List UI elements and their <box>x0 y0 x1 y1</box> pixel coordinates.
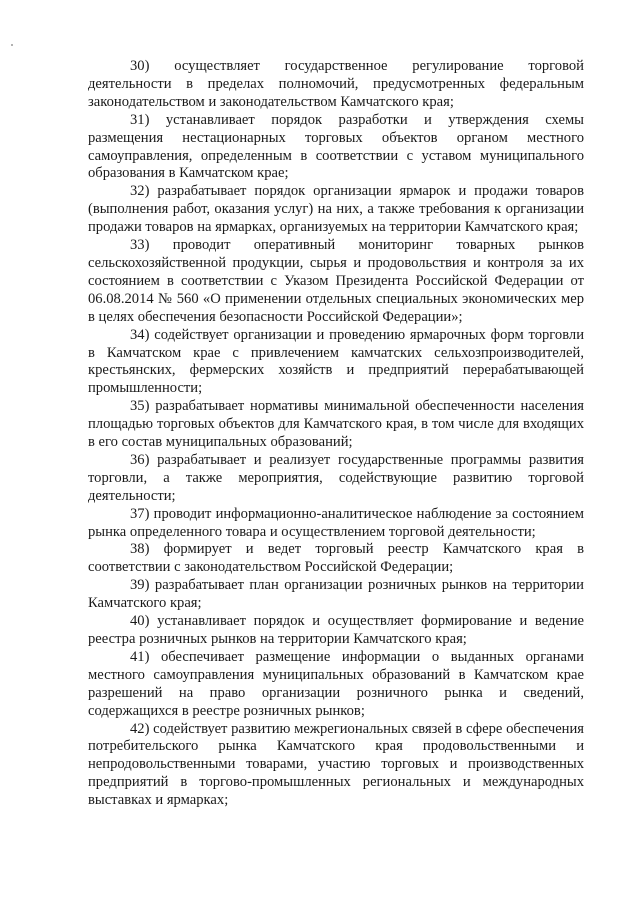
paragraph-item-39: 39) разрабатывает план организации розничных рынков на территории Камчатского края; <box>88 577 584 612</box>
paragraph-item-30: 30) осуществляет государственное регулирование торговой деятельности в пределах полномочий, предусмотренных федеральным законодательством и законодательством Камчатского края; <box>88 58 584 110</box>
paragraph-item-33: 33) проводит оперативный мониторинг товарных рынков сельскохозяйственной продукции, сырья и продовольствия и контроля за их состоянием в соответствии с Указом Президента Российской Федерации от 06.08.2014 № 560 «О применении отдельных специальных экономических мер в целях обеспечения безопасности Российской Федерации»; <box>88 237 584 325</box>
paragraph-item-31: 31) устанавливает порядок разработки и утверждения схемы размещения нестационарных торговых объектов органом местного самоуправления, определенным в соответствии с уставом муниципального образования в Камчатском крае; <box>88 111 584 182</box>
paragraph-item-35: 35) разрабатывает нормативы минимальной обеспеченности населения площадью торговых объектов для Камчатского края, в том числе для входящих в его состав муниципальных образований; <box>88 398 584 451</box>
paragraph-item-32: 32) разрабатывает порядок организации ярмарок и продажи товаров (выполнения работ, оказания услуг) на них, а также требования к организации продажи товаров на ярмарках, организуемых на территории Камчатского края; <box>88 183 584 236</box>
scan-speck <box>11 44 13 46</box>
paragraph-item-41: 41) обеспечивает размещение информации о выданных органами местного самоуправления муниципальных образований в Камчатском крае разрешений на право организации розничного рынка и сведений, содержащихся в реестре розничных рынков; <box>88 648 584 719</box>
paragraph-item-37: 37) проводит информационно-аналитическое наблюдение за состоянием рынка определенного товара и осуществлением торговой деятельности; <box>88 505 584 540</box>
document-body <box>88 58 584 810</box>
paragraph-item-34: 34) содействует организации и проведению ярмарочных форм торговли в Камчатском крае с привлечением камчатских сельхозпроизводителей, крестьянских, фермерских хозяйств и предприятий перерабатывающей промышленности; <box>88 326 584 397</box>
paragraph-item-42: 42) содействует развитию межрегиональных связей в сфере обеспечения потребительского рынка Камчатского края продовольственными и непродовольственными товарами, участию торговых и производственных предприятий в торгово-промышленных региональных и международных выставках и ярмарках; <box>88 720 584 809</box>
paragraph-item-36: 36) разрабатывает и реализует государственные программы развития торговли, а также мероприятия, содействующие развитию торговой деятельности; <box>88 451 584 504</box>
paragraph-item-40: 40) устанавливает порядок и осуществляет формирование и ведение реестра розничных рынков на территории Камчатского края; <box>88 613 584 647</box>
paragraph-item-38: 38) формирует и ведет торговый реестр Камчатского края в соответствии с законодательством Российской Федерации; <box>88 541 584 576</box>
